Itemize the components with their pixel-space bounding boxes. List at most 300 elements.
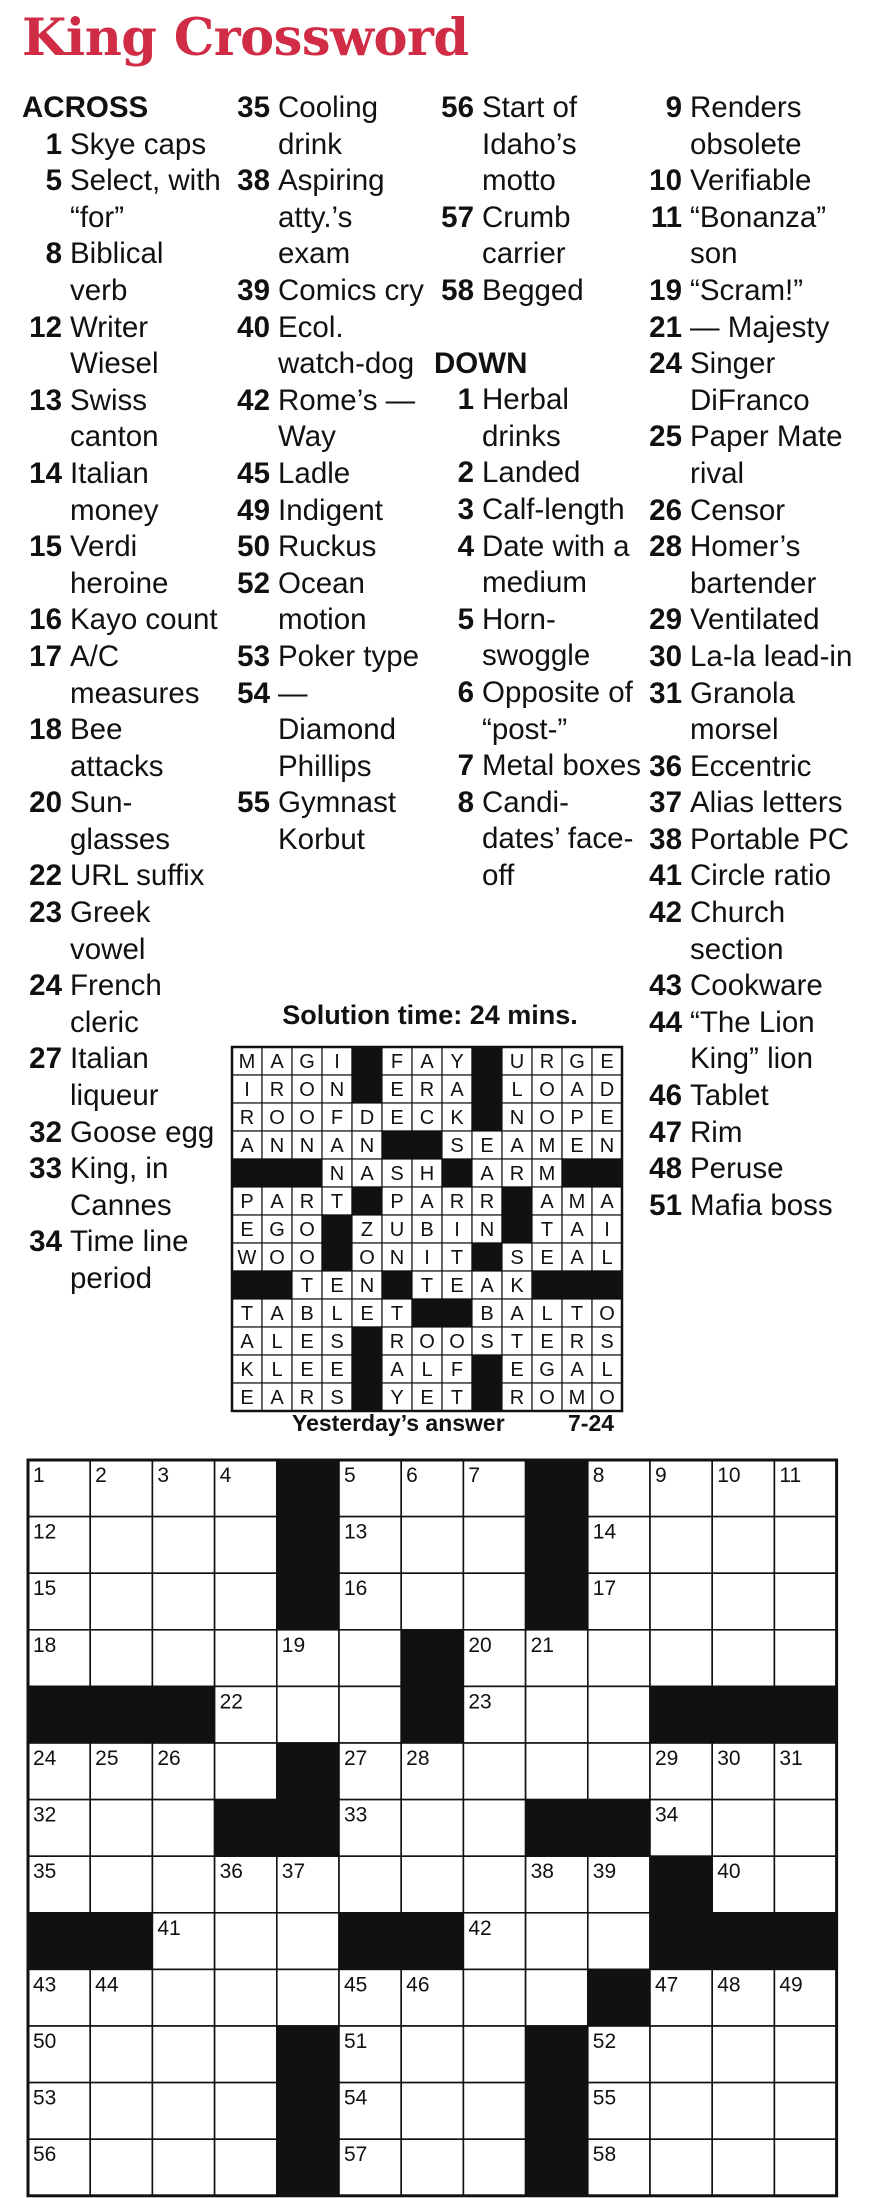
black-square [382, 1131, 412, 1159]
cell-number: 25 [95, 1746, 119, 1770]
answer-letter: U [509, 1051, 525, 1073]
cell-number: 50 [32, 2029, 57, 2053]
black-square [526, 1573, 588, 1630]
answer-letter: G [539, 1359, 555, 1381]
grid-cell[interactable] [277, 1686, 339, 1743]
clue-text: Herbal drinks [482, 383, 569, 453]
clue-text: Ruckus [278, 530, 377, 564]
black-square [28, 1913, 90, 1970]
grid-cell[interactable] [215, 1573, 277, 1630]
answer-letter: T [450, 1387, 464, 1409]
answer-letter: M [538, 1135, 556, 1157]
answer-letter: A [510, 1303, 524, 1325]
answer-letter: P [390, 1191, 404, 1213]
grid-cell[interactable] [463, 2026, 525, 2083]
clue-text: Eccentric [690, 749, 812, 783]
cell-number: 3 [157, 1464, 170, 1488]
cell-number: 37 [281, 1860, 306, 1884]
clue-text: Paper Mate rival [690, 420, 843, 490]
clue-text: Cooling drink [278, 91, 379, 161]
clue-text: Portable PC [690, 822, 850, 856]
down-clue [434, 675, 644, 748]
answer-letter: S [450, 1135, 464, 1157]
answer-letter: D [599, 1079, 615, 1101]
black-square [502, 1187, 532, 1215]
answer-letter: E [420, 1387, 434, 1409]
black-square [352, 1355, 382, 1383]
clue-number: 37 [649, 786, 682, 820]
black-square [322, 1215, 352, 1243]
grid-cell[interactable] [90, 1630, 152, 1687]
clue-number: 21 [649, 310, 682, 344]
black-square [292, 1159, 322, 1187]
clue-text: French cleric [70, 969, 162, 1039]
answer-letter: O [599, 1303, 615, 1325]
grid-cell[interactable] [339, 1686, 401, 1743]
cell-number: 58 [592, 2143, 617, 2167]
answer-letter: A [240, 1331, 254, 1353]
grid-cell[interactable] [712, 1573, 774, 1630]
grid-cell[interactable] [774, 1800, 836, 1857]
cell-number: 19 [281, 1633, 306, 1657]
clue-number: 16 [29, 603, 62, 637]
answer-letter: E [300, 1331, 314, 1353]
clue-number: 47 [649, 1115, 682, 1149]
cell-number: 8 [592, 1464, 605, 1488]
down-clue [434, 785, 644, 895]
answer-letter: Z [360, 1219, 374, 1241]
across-clue [230, 566, 430, 639]
cell-number: 39 [592, 1860, 617, 1884]
grid-cell[interactable] [152, 1630, 214, 1687]
down-clue [640, 419, 870, 492]
clue-number: 11 [650, 200, 682, 234]
across-clue [22, 1115, 222, 1152]
grid-cell[interactable] [152, 2139, 214, 2196]
grid-cell[interactable] [401, 2083, 463, 2140]
grid-cell[interactable] [712, 2139, 774, 2196]
black-square [90, 1913, 152, 1970]
answer-letter: P [240, 1191, 254, 1213]
answer-letter: I [604, 1219, 610, 1241]
clue-number: 52 [237, 566, 270, 600]
grid-cell[interactable] [277, 1913, 339, 1970]
answer-letter: E [480, 1135, 494, 1157]
grid-cell[interactable] [526, 1969, 588, 2026]
black-square [526, 2026, 588, 2083]
cell-number: 42 [468, 1916, 492, 1940]
grid-cell[interactable] [712, 1517, 774, 1574]
answer-letter: N [509, 1107, 525, 1129]
grid-cell[interactable] [463, 1573, 525, 1630]
answer-letter: O [539, 1387, 555, 1409]
answer-letter: T [510, 1331, 524, 1353]
answer-letter: A [270, 1303, 284, 1325]
clue-text: Cookware [690, 969, 823, 1003]
answer-letter: L [421, 1359, 433, 1381]
clue-number: 51 [649, 1188, 682, 1222]
across-clue [22, 1041, 222, 1114]
answer-letter: F [390, 1051, 404, 1073]
grid-cell[interactable] [774, 2026, 836, 2083]
answer-letter: E [600, 1051, 614, 1073]
grid-cell[interactable] [215, 2139, 277, 2196]
grid-cell[interactable] [650, 1517, 712, 1574]
answer-letter: S [480, 1331, 494, 1353]
down-clue [640, 1005, 870, 1078]
grid-cell[interactable] [774, 2083, 836, 2140]
black-square [442, 1159, 472, 1187]
answer-letter: R [389, 1331, 405, 1353]
black-square [650, 1686, 712, 1743]
black-square [774, 1686, 836, 1743]
cell-number: 31 [779, 1746, 803, 1770]
answer-letter: R [479, 1191, 495, 1213]
yesterday-answer-label: Yesterday’s answer [292, 1410, 505, 1436]
clue-text: Circle ratio [690, 859, 831, 893]
answer-letter: F [450, 1359, 464, 1381]
grid-cell[interactable] [401, 1517, 463, 1574]
grid-cell[interactable] [650, 2083, 712, 2140]
answer-letter: I [454, 1219, 460, 1241]
answer-letter: O [419, 1331, 435, 1353]
answer-letter: E [510, 1359, 524, 1381]
across-clue [230, 493, 430, 530]
answer-letter: A [510, 1135, 524, 1157]
down-clue [640, 273, 870, 310]
grid-cell[interactable] [90, 2083, 152, 2140]
grid-cell[interactable] [401, 2139, 463, 2196]
answer-letter: R [299, 1191, 315, 1213]
black-square [650, 1913, 712, 1970]
black-square [562, 1271, 592, 1299]
cell-number: 46 [406, 1973, 430, 1997]
grid-cell[interactable] [526, 1686, 588, 1743]
grid-cell[interactable] [588, 1913, 650, 1970]
grid-cell[interactable] [215, 1969, 277, 2026]
down-clue [640, 90, 870, 163]
answer-letter: G [299, 1051, 315, 1073]
clue-text: Crumb carrier [482, 200, 571, 271]
cell-number: 26 [157, 1746, 181, 1770]
yesterday-answer-date: 7-24 [568, 1410, 615, 1436]
clue-text: Start of Idaho’s motto [482, 91, 578, 198]
cell-number: 1 [32, 1464, 45, 1488]
grid-cell[interactable] [463, 1517, 525, 1574]
grid-cell[interactable] [401, 1800, 463, 1857]
clue-text: Gymnast Korbut [278, 786, 397, 856]
cell-number: 21 [530, 1633, 554, 1657]
clue-number: 8 [457, 785, 474, 819]
clue-number: 44 [649, 1005, 682, 1039]
clue-text: A/C measures [70, 639, 200, 710]
grid-cell[interactable] [90, 2026, 152, 2083]
answer-letter: N [389, 1247, 405, 1269]
grid-cell[interactable] [215, 2083, 277, 2140]
yesterday-answer-grid [230, 1045, 624, 1413]
across-clue [230, 273, 430, 310]
grid-cell[interactable] [339, 1856, 401, 1913]
answer-letter: N [329, 1163, 345, 1185]
grid-cell[interactable] [774, 2139, 836, 2196]
clue-text: Candi-dates’ face-off [482, 785, 634, 892]
down-clue [640, 1151, 870, 1188]
clue-text: Metal boxes [482, 749, 642, 783]
black-square [526, 1800, 588, 1857]
down-clue [640, 639, 870, 676]
clue-number: 22 [29, 859, 62, 893]
answer-letter: A [420, 1191, 434, 1213]
cell-number: 45 [343, 1973, 368, 1997]
cell-number: 18 [32, 1633, 57, 1657]
grid-cell[interactable] [463, 2139, 525, 2196]
down-clue [640, 310, 870, 347]
grid-cell[interactable] [712, 2026, 774, 2083]
grid-cell[interactable] [90, 1856, 152, 1913]
cell-number: 36 [219, 1860, 243, 1884]
black-square [442, 1299, 472, 1327]
cell-number: 14 [592, 1520, 617, 1544]
black-square [339, 1913, 401, 1970]
clue-text: Singer DiFranco [690, 347, 810, 417]
answer-letter: L [541, 1303, 553, 1325]
black-square [712, 1686, 774, 1743]
cell-number: 15 [32, 1577, 57, 1601]
clue-number: 42 [649, 896, 682, 930]
black-square [532, 1271, 562, 1299]
grid-cell[interactable] [152, 1573, 214, 1630]
cell-number: 48 [717, 1973, 741, 1997]
grid-cell[interactable] [152, 1800, 214, 1857]
across-clue [230, 639, 430, 676]
grid-cell[interactable] [774, 1856, 836, 1913]
grid-cell[interactable] [339, 1630, 401, 1687]
grid-cell[interactable] [650, 1573, 712, 1630]
answer-letter: B [480, 1303, 494, 1325]
across-clue [22, 127, 222, 164]
grid-cell[interactable] [401, 1856, 463, 1913]
clue-text: Tablet [690, 1079, 769, 1113]
clue-number: 48 [649, 1152, 682, 1186]
across-clue [22, 858, 222, 895]
across-clue [22, 1224, 222, 1297]
answer-letter: T [570, 1303, 584, 1325]
down-clue [434, 382, 644, 455]
black-square [232, 1271, 262, 1299]
across-clue [22, 639, 222, 712]
grid-cell[interactable] [401, 2026, 463, 2083]
answer-letter: S [600, 1331, 614, 1353]
grid-cell[interactable] [774, 1630, 836, 1687]
black-square [382, 1271, 412, 1299]
clue-text: Verdi heroine [70, 530, 169, 600]
grid-cell[interactable] [526, 1913, 588, 1970]
across-clue [22, 1151, 222, 1224]
answer-letter: C [419, 1107, 435, 1129]
clue-text: Skye caps [70, 127, 207, 161]
answer-letter: A [570, 1079, 584, 1101]
answer-letter: E [450, 1275, 464, 1297]
grid-cell[interactable] [650, 2026, 712, 2083]
cell-number: 34 [654, 1803, 679, 1827]
down-clue [640, 602, 870, 639]
grid-cell[interactable] [774, 1573, 836, 1630]
grid-cell[interactable] [152, 2083, 214, 2140]
black-square [472, 1047, 502, 1075]
black-square [277, 1517, 339, 1574]
grid-cell[interactable] [588, 1686, 650, 1743]
cell-number: 32 [32, 1803, 57, 1827]
grid-cell[interactable] [215, 1743, 277, 1800]
clue-text: Writer Wiesel [70, 310, 159, 381]
cell-number: 38 [530, 1860, 554, 1884]
across-clue [22, 895, 222, 968]
black-square [352, 1383, 382, 1411]
clue-number: 24 [649, 347, 682, 381]
grid-cell[interactable] [588, 1743, 650, 1800]
answer-letter: K [510, 1275, 524, 1297]
grid-cell[interactable] [463, 1743, 525, 1800]
answer-letter: E [240, 1387, 254, 1409]
down-clue [434, 529, 644, 602]
answer-letter: M [568, 1387, 586, 1409]
grid-cell[interactable] [401, 1573, 463, 1630]
clue-number: 12 [29, 310, 62, 344]
clue-number: 58 [441, 273, 474, 307]
down-heading: DOWN [434, 346, 528, 380]
answer-letter: O [269, 1247, 285, 1269]
clue-text: Censor [690, 493, 786, 527]
clue-number: 49 [237, 493, 270, 527]
down-clue [640, 1115, 870, 1152]
clue-number: 54 [237, 676, 270, 710]
across-clue [434, 273, 644, 310]
answer-letter: E [360, 1303, 374, 1325]
black-square [277, 1800, 339, 1857]
grid-cell[interactable] [215, 1630, 277, 1687]
answer-letter: A [270, 1051, 284, 1073]
grid-cell[interactable] [463, 2083, 525, 2140]
answer-letter: B [420, 1219, 434, 1241]
answer-letter: S [390, 1163, 404, 1185]
answer-letter: O [539, 1107, 555, 1129]
clue-number: 34 [29, 1225, 62, 1259]
answer-letter: A [600, 1191, 614, 1213]
clue-text: Italian liqueur [70, 1042, 159, 1113]
down-clue [640, 968, 870, 1005]
answer-letter: G [569, 1051, 585, 1073]
answer-letter: O [299, 1247, 315, 1269]
across-clue [230, 310, 430, 383]
down-clue [640, 749, 870, 786]
answer-letter: E [240, 1219, 254, 1241]
black-square [232, 1159, 262, 1187]
cell-number: 12 [32, 1520, 57, 1544]
grid-cell[interactable] [90, 1800, 152, 1857]
grid-cell[interactable] [152, 1856, 214, 1913]
grid-cell[interactable] [277, 1969, 339, 2026]
clue-number: 23 [29, 896, 62, 930]
across-clue [22, 529, 222, 602]
black-square [401, 1913, 463, 1970]
grid-cell[interactable] [152, 1969, 214, 2026]
black-square [262, 1271, 292, 1299]
clue-text: Select, with “for” [70, 164, 221, 234]
answer-letter: P [570, 1107, 584, 1129]
clue-number: 45 [237, 456, 270, 490]
clue-number: 8 [45, 237, 62, 271]
crossword-grid[interactable] [26, 1458, 839, 2198]
clue-text: Peruse [690, 1152, 784, 1186]
grid-cell[interactable] [712, 1800, 774, 1857]
answer-letter: A [390, 1359, 404, 1381]
grid-cell[interactable] [463, 1856, 525, 1913]
clue-number: 30 [649, 639, 682, 673]
grid-cell[interactable] [526, 1743, 588, 1800]
clue-text: Bee attacks [70, 713, 164, 783]
cell-number: 43 [32, 1973, 57, 1997]
grid-cell[interactable] [152, 1517, 214, 1574]
clue-number: 39 [237, 273, 270, 307]
black-square [277, 1573, 339, 1630]
across-clue [22, 456, 222, 529]
down-clue [640, 1078, 870, 1115]
cell-number: 5 [343, 1464, 356, 1488]
clue-text: Greek vowel [70, 896, 151, 966]
grid-cell[interactable] [90, 1573, 152, 1630]
grid-cell[interactable] [712, 2083, 774, 2140]
grid-cell[interactable] [588, 1630, 650, 1687]
clue-number: 29 [649, 603, 682, 637]
cell-number: 41 [157, 1916, 181, 1940]
grid-cell[interactable] [463, 1800, 525, 1857]
black-square [526, 1460, 588, 1517]
grid-cell[interactable] [774, 1517, 836, 1574]
grid-cell[interactable] [463, 1969, 525, 2026]
grid-cell[interactable] [152, 2026, 214, 2083]
grid-cell[interactable] [215, 2026, 277, 2083]
grid-cell[interactable] [650, 2139, 712, 2196]
clue-text: Date with a medium [482, 529, 630, 600]
answer-letter: T [450, 1247, 464, 1269]
black-square [90, 1686, 152, 1743]
clue-text: Opposite of “post-” [482, 675, 633, 746]
clue-number: 13 [29, 383, 62, 417]
answer-letter: M [568, 1191, 586, 1213]
clue-text: URL suffix [70, 859, 205, 893]
cell-number: 30 [717, 1746, 741, 1770]
answer-letter: K [450, 1107, 464, 1129]
answer-letter: Y [390, 1387, 404, 1409]
cell-number: 2 [95, 1464, 107, 1488]
black-square [588, 1800, 650, 1857]
clue-number: 46 [649, 1079, 682, 1113]
black-square [215, 1800, 277, 1857]
clue-text: Horn-swoggle [482, 602, 591, 673]
clue-number: 38 [237, 164, 270, 198]
grid-cell[interactable] [215, 1913, 277, 1970]
cell-number: 52 [592, 2029, 617, 2053]
answer-letter: E [330, 1359, 344, 1381]
grid-cell[interactable] [650, 1630, 712, 1687]
grid-cell[interactable] [90, 1517, 152, 1574]
answer-letter: F [330, 1107, 344, 1129]
cell-number: 6 [406, 1464, 418, 1488]
cell-number: 29 [654, 1746, 679, 1770]
grid-cell[interactable] [712, 1630, 774, 1687]
grid-cell[interactable] [215, 1517, 277, 1574]
grid-cell[interactable] [90, 2139, 152, 2196]
